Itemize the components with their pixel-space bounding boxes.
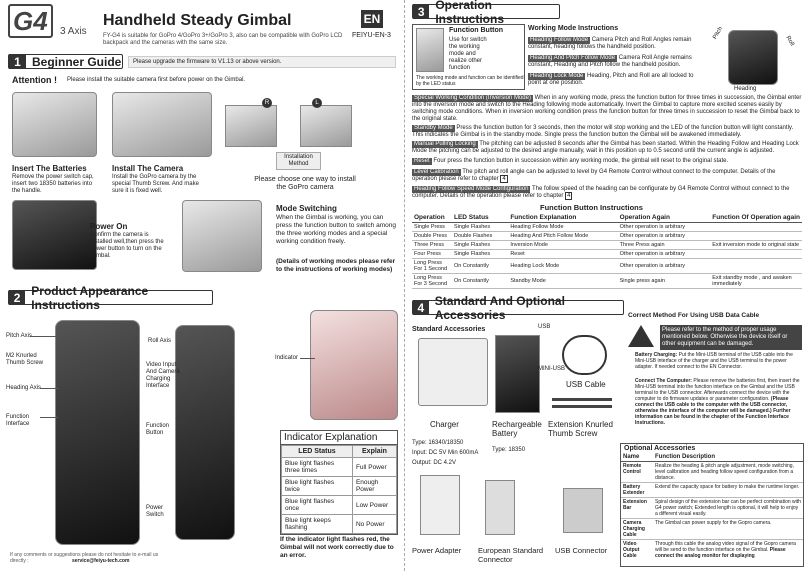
ft-cell: Heading Follow Mode <box>508 223 617 232</box>
section-number: 2 <box>9 290 25 305</box>
cc-bold: (Please connect the USB cable to the computer with the USB connector, otherwise the interface of the computer will be damaged.) <box>635 396 789 414</box>
para-text: The follow speed of the heading can be configurate by G4 Remote Control without connect to the computer. Details of the operation please refer to chapter <box>412 186 790 199</box>
ft-cell <box>710 259 802 274</box>
ind-cell: Low Power <box>352 496 396 515</box>
optional-accessories-box <box>620 443 804 567</box>
lang-badge: EN <box>361 10 383 28</box>
camera-text: Install the GoPro camera by the special Thumb Screw. And make sure it is fixed well. <box>112 174 199 194</box>
function-table <box>412 213 802 289</box>
std-title: Standard Accessories <box>412 326 486 333</box>
ft-cell: Heading Lock Mode <box>508 259 617 274</box>
battery-image <box>495 335 540 413</box>
ft-head: LED Status <box>452 213 508 223</box>
ind-cell: Blue light flashes once <box>282 496 353 515</box>
para-text: Press the function button for 3 seconds, then the motor will stop working and the LED of the function button will light constantly. This indicates the Gimbal is in the standby mode. Single press the function button the Gimbal will be awakened immediately. <box>412 125 794 138</box>
section-number: 3 <box>413 4 429 19</box>
leader-line <box>40 417 58 418</box>
ft-cell: Heading And Pitch Follow Mode <box>508 232 617 241</box>
contact-email[interactable]: service@feiyu-tech.com <box>72 558 130 564</box>
para-text: When in any working mode, press the function button for three times in succession, the Gimbal enter into the inversion mode and switch to the Heading following mode automatically. Invert the Gimbal to capture more excited scenes easily by switching mode conditions. When in inversion working condition press the function button for three times in succession to reset the Gimbal back to the original state. <box>412 95 802 122</box>
ft-head: Function Explanation <box>508 213 617 223</box>
fb-title: Function Button <box>449 27 504 34</box>
table-row <box>412 241 802 250</box>
para-manual <box>412 141 802 155</box>
table-row <box>412 223 802 232</box>
table-row <box>621 540 803 561</box>
ft-head: Operation <box>412 213 452 223</box>
axis-heading: Heading <box>734 86 757 92</box>
batteries-title: Insert The Batteries <box>12 164 87 173</box>
mode-title: Mode Switching <box>276 204 337 213</box>
poweron-text: Confirm the camera is installed well,then press the power button to turn on the Gimbal. <box>90 232 164 259</box>
ft-cell: Single Flashes <box>452 250 508 259</box>
indicator-table <box>281 445 397 534</box>
ft-cell <box>710 250 802 259</box>
ind-cell: Blue light keeps flashing <box>282 515 353 534</box>
cc-more: Further information can be found in the chapter of the Function Interface Instructions. <box>635 408 791 426</box>
usb-warning: Please refer to the method of proper usage mentioned below. Otherwise the device itself or other equipment can be damaged. <box>660 325 802 350</box>
table-row <box>412 250 802 259</box>
ft-head: Function Of Operation again <box>712 214 800 221</box>
indicator-image <box>310 310 398 420</box>
para-text: Four press the function button in succession within any working mode, the gimbal will reset to the original state. <box>433 158 729 164</box>
ft-title: Function Button Instructions <box>540 203 643 212</box>
usb-cable-label: USB Cable <box>566 380 606 389</box>
label-indicator: Indicator <box>275 355 299 361</box>
ft-cell: Long Press For 1 Second <box>412 259 452 274</box>
axis-pitch: Pitch <box>712 25 725 41</box>
gimbal-image-front <box>55 320 140 545</box>
ft-cell <box>710 223 802 232</box>
function-button-box <box>412 24 525 90</box>
table-row <box>412 232 802 241</box>
label-function-button: Function Button <box>146 423 170 436</box>
table-row <box>282 458 397 477</box>
poweron-title: Power On <box>90 222 128 231</box>
ft-cell: Exit standby mode , and awaken immediately <box>710 274 802 289</box>
page-title: Handheld Steady Gimbal <box>103 12 292 29</box>
power-adapter-image <box>420 475 460 535</box>
logo-axis: 3 Axis <box>60 26 87 37</box>
fb-note: The working mode and function can be identified by the LED status <box>416 75 524 87</box>
attention-text: Please install the suitable camera first before power on the Gimbal. <box>67 77 246 83</box>
cc-title: Connect The Computer: <box>635 378 692 384</box>
indicator-warning: If the indicator light flashes red, the Gimbal will not work correctly due to an error. <box>280 536 394 559</box>
opt-head: Name <box>621 453 653 462</box>
ind-cell: No Power <box>352 515 396 534</box>
usb-method-title: Correct Method For Using USB Data Cable <box>628 312 760 319</box>
label-power-switch: Power Switch <box>146 505 164 518</box>
label-video-input: Video Input And Camera Charging Interface <box>146 362 180 389</box>
input-text: Input: DC 5V Min 600mA <box>412 450 479 456</box>
section-number: 4 <box>413 300 429 315</box>
table-row <box>412 274 802 289</box>
function-button-image <box>416 28 444 72</box>
para-tag: Reset <box>414 158 430 164</box>
output-text: Output: DC 4.2V <box>412 460 457 466</box>
ft-cell: Four Press <box>412 250 452 259</box>
usb-label: USB <box>538 324 551 330</box>
ind-head-explain: Explain <box>352 446 396 458</box>
ft-cell: Double Press <box>412 232 452 241</box>
ft-cell: Single Press <box>412 223 452 232</box>
ind-head-status: LED Status <box>282 446 353 458</box>
type-text: Type: 16340/18350 <box>412 440 464 446</box>
indicator-table-box <box>280 430 398 535</box>
leader-line <box>300 358 315 359</box>
opt-cell: Extension Bar <box>621 498 653 519</box>
opt-cell: Camera Charging Cable <box>621 519 653 540</box>
method-label: Installation Method <box>276 152 321 170</box>
chapter-ref: 4 <box>567 193 571 199</box>
opt-cell: Through this cable the analog video signal of the Gopro camera will be send to the function interface on the Gimbal. <box>655 541 796 553</box>
cc-text: Please remove the batteries first, then insert the Mini-USB terminal into the function interface on the Gimbal and the USB terminal to the USB connector. Afterwards connect the device with the computer to do firmware updates or parameter configuration. <box>635 378 800 402</box>
power-on-image <box>12 200 97 270</box>
axis-roll: Roll <box>784 35 795 48</box>
mode-tag: Heading Lock Mode <box>530 73 584 79</box>
table-row <box>621 483 803 498</box>
ft-cell: Single Flashes <box>452 241 508 250</box>
bc-title: Battery Charging: <box>635 352 678 358</box>
leader-line <box>30 336 58 337</box>
l-badge: L <box>312 98 322 108</box>
opt-head: Function Description <box>653 453 803 462</box>
para-standby <box>412 125 802 139</box>
ft-cell: Reset <box>508 250 617 259</box>
para-tag: Manual Pulling Locking <box>414 141 476 147</box>
section-2-header <box>8 283 213 312</box>
screw-image <box>552 398 612 408</box>
table-row <box>621 519 803 540</box>
table-row <box>621 462 803 483</box>
section-1-header <box>8 54 123 69</box>
euro-label: European Standard Connector <box>478 546 544 564</box>
gimbal-image-side <box>175 325 235 540</box>
ft-cell: Inversion Mode <box>508 241 617 250</box>
axes-gimbal-image <box>728 30 778 85</box>
opt-title: Optional Accessories <box>624 445 696 452</box>
mode-text: When the Gimbal is working, you can press the function button to switch among the three working modes and a special working condition freely. <box>276 214 396 245</box>
opt-cell: Spiral design of the extension bar can be perfect combination with G4 power switch; Extended length is optional, it will help to enjoy a different visual easily. <box>653 498 803 519</box>
opt-cell: Remote Control <box>621 462 653 483</box>
fb-text: Use for switch the working mode and realize other function <box>449 37 487 71</box>
attention-label: Attention ! <box>12 75 57 85</box>
ft-cell: Long Press For 3 Second <box>412 274 452 289</box>
logo <box>8 6 87 40</box>
ind-cell: Blue light flashes twice <box>282 477 353 496</box>
para-tag: Heading Follow Speed Mode Configuration <box>414 186 529 192</box>
para-text: The pitching can be adjusted 8 seconds after the Gimbal has been started. Within the Heading Follow and Heading Lock Mode the pitching can be adjusted to the desired angle manually, wait in this position up to 0.5 second until the current angle is adjusted. <box>412 141 799 154</box>
table-row <box>412 259 802 274</box>
para-tag: Level Calibration <box>414 169 459 175</box>
connect-computer-text <box>635 378 803 426</box>
para-tag: Standby Mode <box>414 125 453 131</box>
label-pitch-axis: Pitch Axis <box>6 333 33 339</box>
ft-cell: On Constantly <box>452 274 508 289</box>
ft-cell: Three Press again <box>618 241 711 250</box>
ft-cell: Other operation is arbitrary <box>618 232 711 241</box>
method-text: Please choose one way to install the GoPro camera <box>254 176 356 191</box>
batteries-image <box>12 92 97 157</box>
ft-cell: Double Flashes <box>452 232 508 241</box>
para-tag: Special Working Condition (Inversion Mode) <box>414 95 531 101</box>
opt-cell: Extend the capacity space for battery to make the runtime longer. <box>653 483 803 498</box>
mode-item <box>528 73 703 87</box>
bc-text: Put the Mini-USB terminal of the USB cable into the Mini-USB interface of the charger and the USB terminal to the power adapter. If needed connect to the EN Connector. <box>635 352 793 370</box>
mode-tag: Heading And Pitch Follow Mode <box>530 55 616 61</box>
optional-table <box>621 453 803 560</box>
battery-label: Rechargeable Battery <box>492 420 542 438</box>
section-title: Product Appearance Instructions <box>31 283 149 312</box>
charger-label: Charger <box>430 420 459 429</box>
mode-tag: Heading Follow Mode <box>530 37 589 43</box>
type2-text: Type: 18350 <box>492 447 526 453</box>
leader-line <box>40 388 58 389</box>
r-badge: R <box>262 98 272 108</box>
table-row <box>282 477 397 496</box>
opt-cell: Realize the heading & pitch angle adjustment, mode switching, level calibration and heading follow speed configuration from a distance. <box>653 462 803 483</box>
mode-text: Camera Roll Angle remains constant, Heading and Pitch follow the handheld position. <box>528 55 692 68</box>
page-divider <box>404 0 405 571</box>
usbconn-label: USB Connector <box>555 546 608 555</box>
opt-cell: The Gimbal can power supply for the Gopro camera. <box>653 519 803 540</box>
mode-note: (Details of working modes please refer to the instructions of working modes) <box>276 258 396 273</box>
usb-connector-image <box>563 488 603 533</box>
table-row <box>282 515 397 534</box>
screw-label: Extension Knurled Thumb Screw <box>548 420 613 438</box>
section-title: Operation Instructions <box>435 0 505 26</box>
ind-cell: Blue light flashes three times <box>282 458 353 477</box>
opt-note: Please connect the analog monitor for displaying <box>655 547 786 559</box>
logo-mark: G4 <box>8 4 53 38</box>
section-number: 1 <box>9 54 26 69</box>
charger-image <box>418 338 488 406</box>
table-row <box>282 496 397 515</box>
header-desc: FY-G4 is suitable for GoPro 4/GoPro 3+/GoPro 3, also can be compatible with GoPro LCD backpack and the cameras with the same size. <box>103 33 343 46</box>
method-image-l <box>300 105 352 147</box>
opt-cell: Video Output Cable <box>621 540 653 561</box>
opt-cell: Battery Extender <box>621 483 653 498</box>
section-4-header <box>412 293 624 322</box>
ind-cell: Enough Power <box>352 477 396 496</box>
ft-cell: Single Flashes <box>452 223 508 232</box>
ft-cell: Other operation is arbitrary <box>618 259 711 274</box>
miniusb-label: MINI-USB <box>538 366 565 372</box>
section-3-header <box>412 0 560 26</box>
table-row <box>621 498 803 519</box>
ft-head: Operation Again <box>618 213 711 223</box>
doc-code: FEIYU-EN-3 <box>352 32 391 39</box>
chapter-ref: 4 <box>502 176 506 182</box>
ft-cell: Exit inversion mode to original state <box>710 241 802 250</box>
adapter-label: Power Adapter <box>412 546 462 555</box>
ft-cell: Three Press <box>412 241 452 250</box>
ft-cell <box>710 232 802 241</box>
ft-cell: Other operation is arbitrary <box>618 223 711 232</box>
label-roll-axis: Roll Axis <box>148 338 172 344</box>
mode-switch-image <box>182 200 262 272</box>
method-image-r <box>225 105 277 147</box>
ft-cell: On Constantly <box>452 259 508 274</box>
label-function-interface: Function Interface <box>6 414 30 427</box>
ft-cell: Other operation is arbitrary <box>618 250 711 259</box>
para-level <box>412 169 802 183</box>
para-inversion <box>412 95 802 123</box>
label-heading-axis: Heading Axis <box>6 385 42 391</box>
mode-text: Camera Pitch and Roll Angles remain constant, heading follows the handheld position. <box>528 37 692 50</box>
indicator-title: Indicator Explanation <box>281 431 397 445</box>
wm-title: Working Mode Instructions <box>528 25 619 32</box>
para-reset <box>412 158 802 165</box>
batteries-text: Remove the power switch cap, insert two 18350 batteries into the handle. <box>12 174 94 194</box>
mode-item <box>528 55 703 69</box>
firmware-note: Please upgrade the firmware to V1.13 or above version. <box>128 56 396 68</box>
battery-charging-text <box>635 352 803 370</box>
para-text: The pitch and roll angle can be adjusted to level by G4 Remote Control without connect to the computer. Details of the operation please refer to chapter <box>412 169 776 182</box>
ind-cell: Full Power <box>352 458 396 477</box>
contact-text: If any comments or suggestions please do not hesitate to e-mail us directly : <box>10 552 159 564</box>
mode-item <box>528 37 703 51</box>
warning-icon <box>628 325 654 347</box>
label-m2-screw: M2 Knurled Thumb Screw <box>6 353 44 366</box>
mode-text: Heading, Pitch and Roll are all locked to point at one position. <box>528 73 694 86</box>
para-speed <box>412 186 802 200</box>
ft-cell: Standby Mode <box>508 274 617 289</box>
euro-connector-image <box>485 480 515 535</box>
section-title: Standard And Optional Accessories <box>434 293 565 322</box>
install-camera-image <box>112 92 212 157</box>
section-title: Beginner Guide <box>32 54 122 69</box>
usb-cable-image <box>562 335 607 375</box>
camera-title: Install The Camera <box>112 164 184 173</box>
ft-cell: Single press again <box>618 274 711 289</box>
